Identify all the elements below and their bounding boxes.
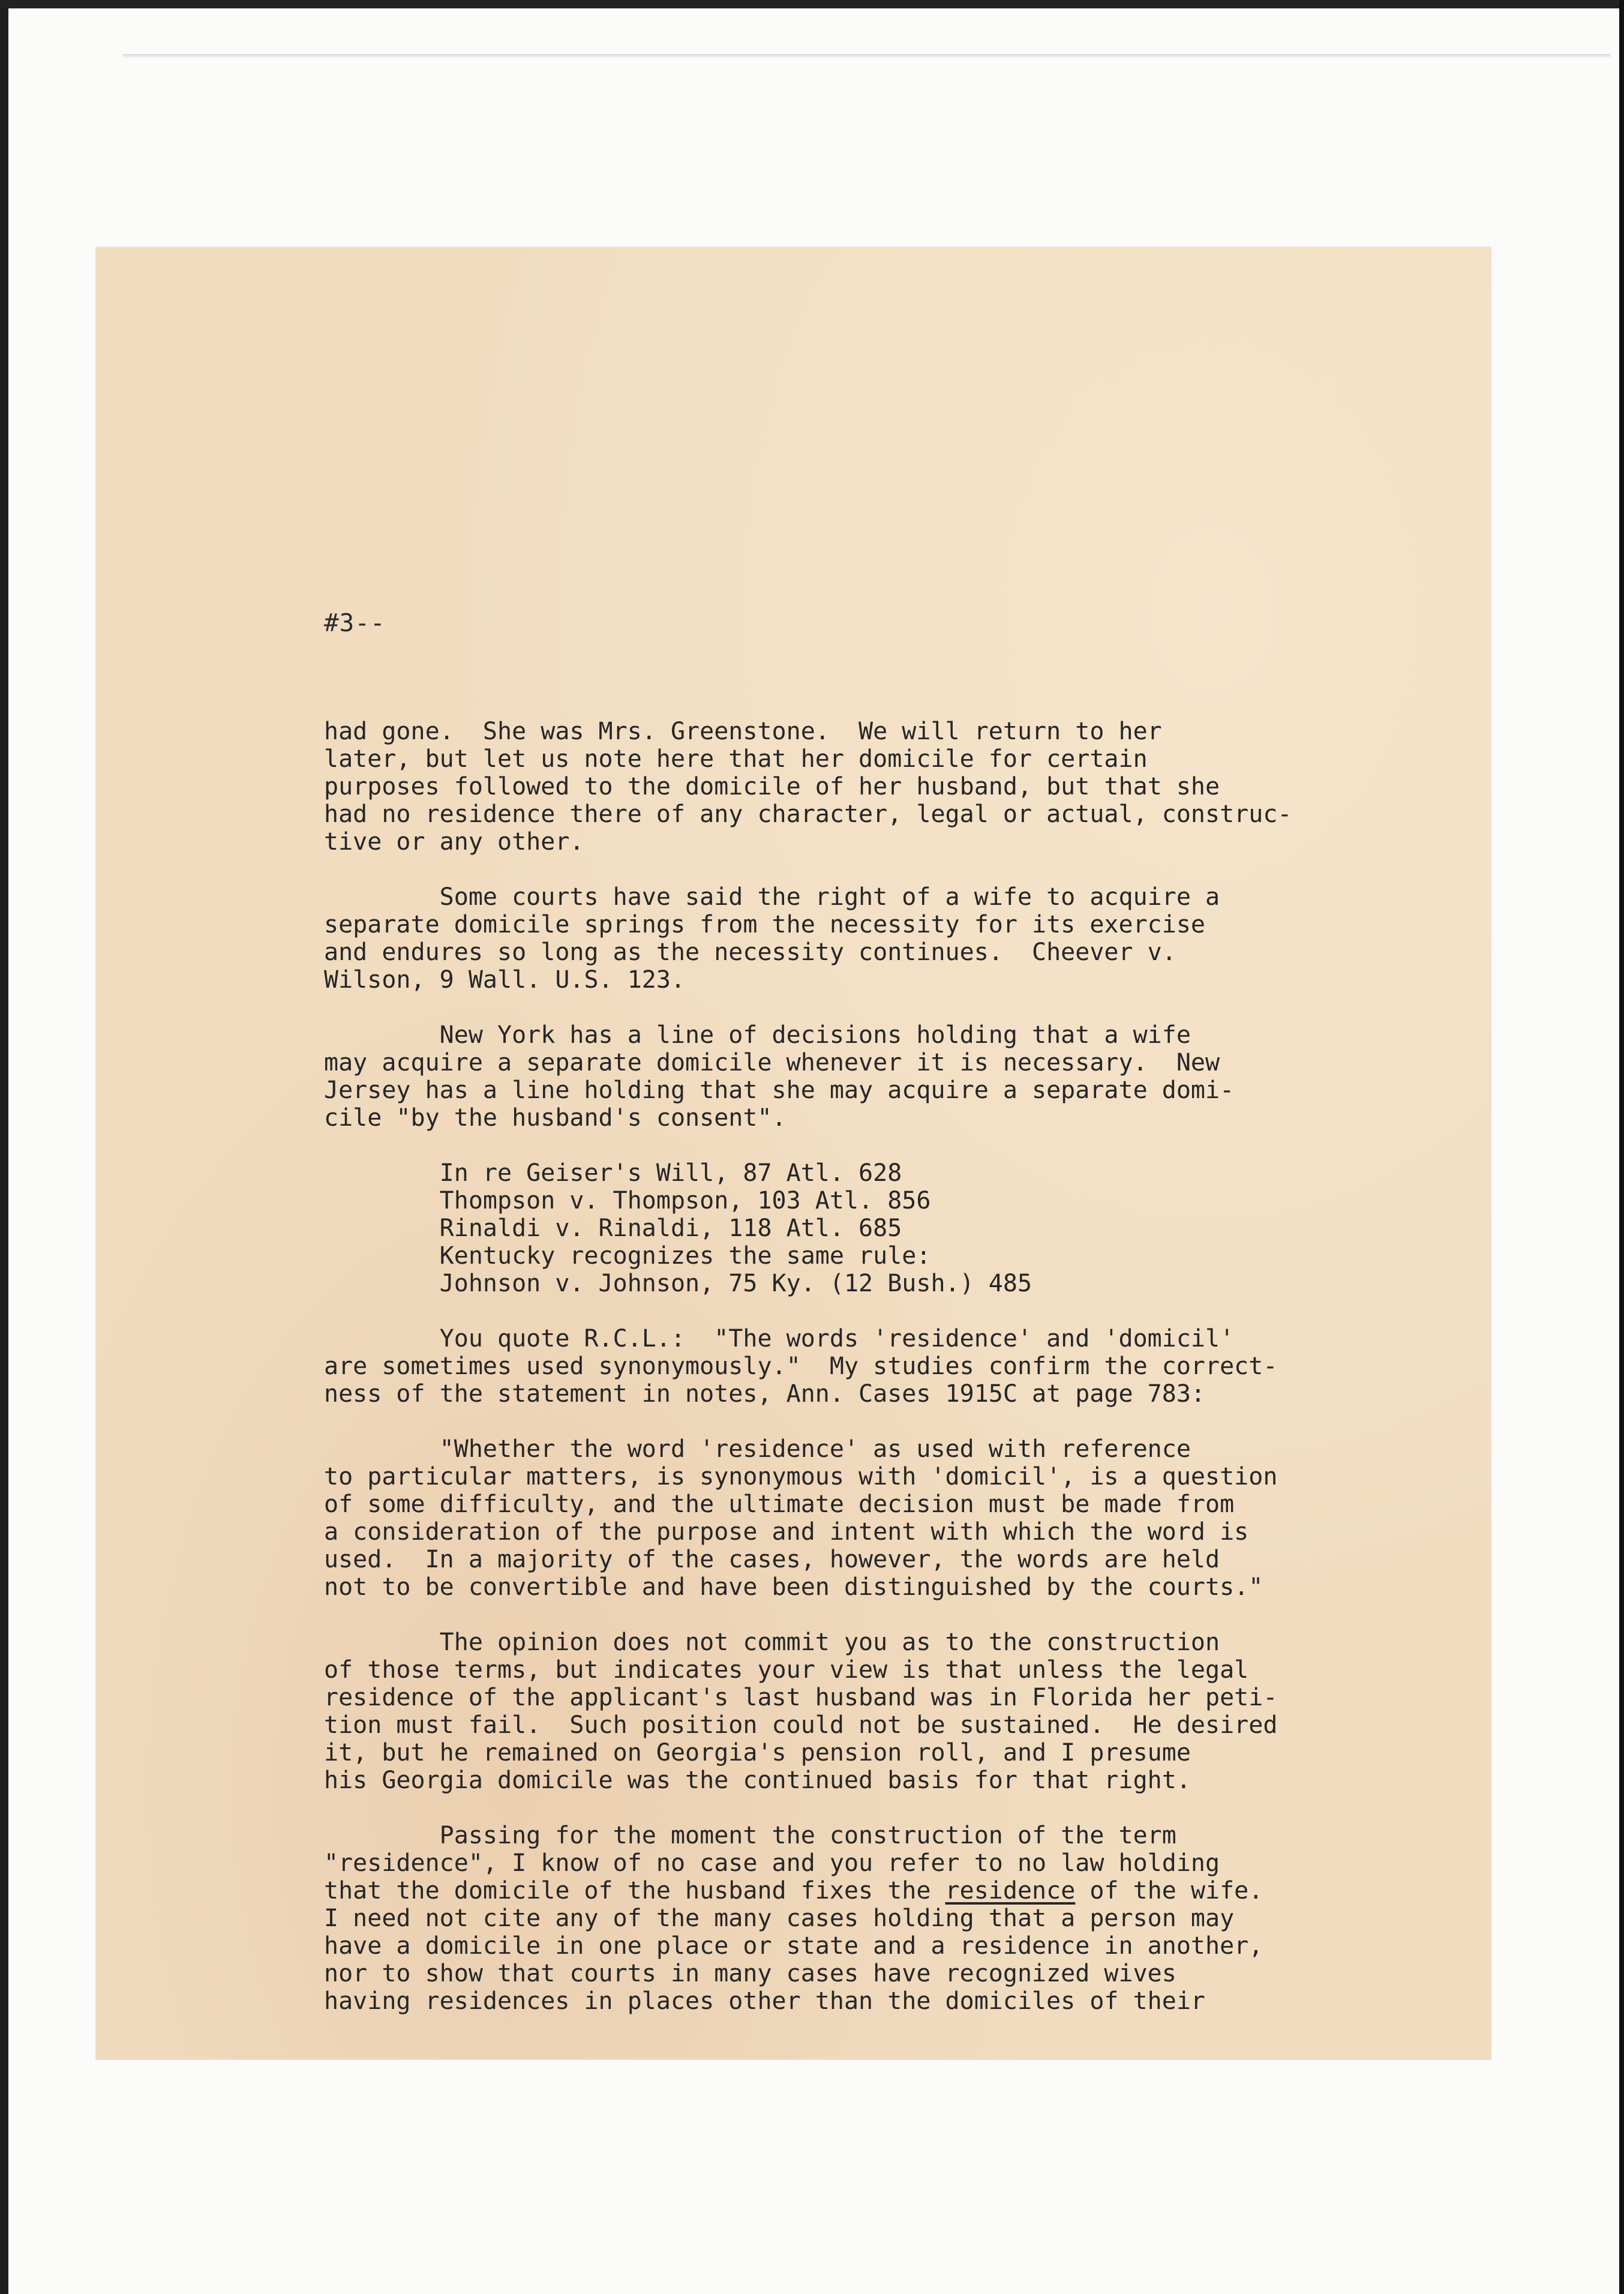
text-line: and endures so long as the necessity continues. Cheever v. bbox=[324, 938, 1176, 966]
scanner-top-edge bbox=[0, 0, 1624, 8]
paragraph-citations bbox=[324, 1159, 1446, 1297]
text-line: later, but let us note here that her domicile for certain bbox=[324, 745, 1148, 773]
text-line: are sometimes used synonymously." My studies confirm the correct- bbox=[324, 1353, 1278, 1380]
text-line: Johnson v. Johnson, 75 Ky. (12 Bush.) 485 bbox=[324, 1270, 1032, 1297]
text-line: having residences in places other than the domiciles of their bbox=[324, 1987, 1206, 2015]
mount-shadow-line bbox=[123, 54, 1611, 58]
text-line: nor to show that courts in many cases have recognized wives bbox=[324, 1960, 1176, 1987]
text-line: tion must fail. Such position could not be sustained. He desired bbox=[324, 1711, 1278, 1739]
text-line: his Georgia domicile was the continued basis for that right. bbox=[324, 1767, 1191, 1794]
text-line: Wilson, 9 Wall. U.S. 123. bbox=[324, 966, 686, 994]
text-line: Rinaldi v. Rinaldi, 118 Atl. 685 bbox=[324, 1215, 902, 1242]
text-line: "residence", I know of no case and you refer to no law holding bbox=[324, 1849, 1220, 1877]
paragraph-p2 bbox=[324, 883, 1446, 994]
page-number: #3-- bbox=[324, 608, 386, 637]
paragraph-p3 bbox=[324, 1021, 1446, 1132]
text-line: not to be convertible and have been distinguished by the courts." bbox=[324, 1573, 1263, 1601]
text-line: it, but he remained on Georgia's pension roll, and I presume bbox=[324, 1739, 1191, 1767]
text-line: that the domicile of the husband fixes the residence of the wife. bbox=[324, 1877, 1263, 1905]
text-line: of those terms, but indicates your view is that unless the legal bbox=[324, 1656, 1249, 1684]
text-line: a consideration of the purpose and intent with which the word is bbox=[324, 1518, 1249, 1546]
text-line: purposes followed to the domicile of her husband, but that she bbox=[324, 773, 1220, 800]
scanner-left-edge bbox=[0, 0, 8, 2294]
text-line: I need not cite any of the many cases holding that a person may bbox=[324, 1905, 1235, 1932]
text-line: You quote R.C.L.: "The words 'residence' and 'domicil' bbox=[324, 1325, 1235, 1353]
text-line: had no residence there of any character, legal or actual, construc- bbox=[324, 800, 1292, 828]
underlined-word: residence bbox=[945, 1877, 1076, 1905]
text-line: of some difficulty, and the ultimate decision must be made from bbox=[324, 1491, 1235, 1518]
text-line: New York has a line of decisions holding that a wife bbox=[324, 1021, 1191, 1049]
paragraph-quote bbox=[324, 1435, 1446, 1601]
paragraph-p1 bbox=[324, 718, 1446, 856]
text-line: had gone. She was Mrs. Greenstone. We will return to her bbox=[324, 718, 1162, 745]
text-line: tive or any other. bbox=[324, 828, 584, 856]
paragraph-p6 bbox=[324, 1822, 1446, 2015]
text-line: used. In a majority of the cases, however, the words are held bbox=[324, 1546, 1220, 1573]
text-line: have a domicile in one place or state and a residence in another, bbox=[324, 1932, 1263, 1960]
text-line: Some courts have said the right of a wife to acquire a bbox=[324, 883, 1220, 911]
text-line: Thompson v. Thompson, 103 Atl. 856 bbox=[324, 1187, 931, 1215]
text-line: cile "by the husband's consent". bbox=[324, 1104, 787, 1132]
text-line: "Whether the word 'residence' as used with reference bbox=[324, 1435, 1191, 1463]
text-line: separate domicile springs from the necessity for its exercise bbox=[324, 911, 1206, 938]
paragraph-p4 bbox=[324, 1325, 1446, 1408]
text-line: Kentucky recognizes the same rule: bbox=[324, 1242, 931, 1270]
text-line: may acquire a separate domicile whenever it is necessary. New bbox=[324, 1049, 1220, 1076]
paragraph-p5 bbox=[324, 1629, 1446, 1794]
text-line: Jersey has a line holding that she may acquire a separate domi- bbox=[324, 1076, 1235, 1104]
text-line: Passing for the moment the construction of the term bbox=[324, 1822, 1176, 1849]
letter-body bbox=[324, 718, 1446, 2043]
text-line: residence of the applicant's last husband was in Florida her peti- bbox=[324, 1684, 1278, 1711]
text-line: to particular matters, is synonymous with 'domicil', is a question bbox=[324, 1463, 1278, 1491]
text-line: The opinion does not commit you as to the construction bbox=[324, 1629, 1220, 1656]
text-line: ness of the statement in notes, Ann. Cases 1915C at page 783: bbox=[324, 1380, 1206, 1408]
scanner-right-edge bbox=[1619, 0, 1624, 2294]
text-line: In re Geiser's Will, 87 Atl. 628 bbox=[324, 1159, 902, 1187]
